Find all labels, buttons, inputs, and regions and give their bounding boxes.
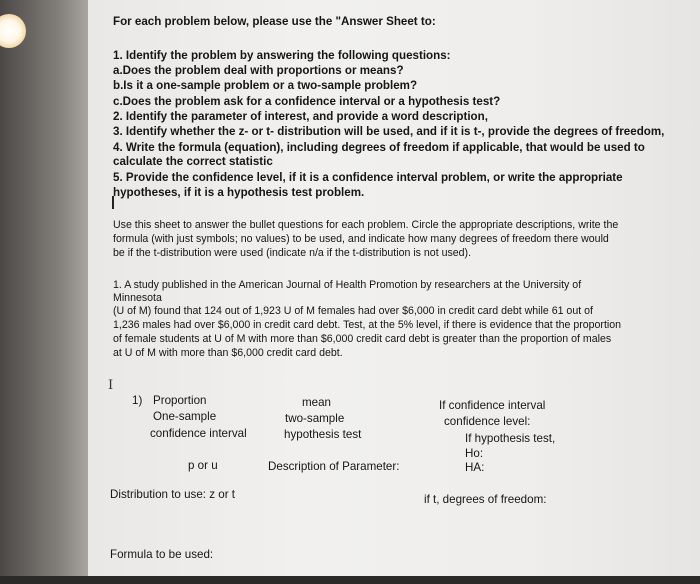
item-number: 1) (132, 394, 143, 407)
instructions-line-3: be if the t-distribution were used (indicate n/a if the t-distribution is not used). (113, 247, 472, 259)
problem-line-1: 1. A study published in the American Journal of Health Promotion by researchers at the University of (113, 279, 582, 291)
instructions-line-2: formula (with just symbols; no values) to be used, and indicate how many degrees of freedom there would (113, 233, 609, 245)
step-5: 5. Provide the confidence level, if it is a confidence interval problem, or write the appropriate (113, 171, 623, 184)
problem-line-5: of female students at U of M with more than $6,000 credit card debt is greater than the proportion of males (113, 333, 612, 345)
option-mean[interactable]: mean (302, 396, 332, 409)
if-confidence-interval-label: If confidence interval (439, 399, 546, 412)
problem-line-3: (U of M) found that 124 out of 1,923 U of M females had over $6,000 in credit card debt while 61 out of (113, 305, 593, 317)
step-4-cont: calculate the correct statistic (113, 155, 273, 168)
confidence-level-field[interactable]: confidence level: (444, 415, 531, 428)
heading: For each problem below, please use the "Answer Sheet to: (113, 15, 436, 28)
step-2: 2. Identify the parameter of interest, and provide a word description, (113, 110, 488, 123)
step-1b: b.Is it a one-sample problem or a two-sample problem? (113, 79, 418, 92)
problem-line-2: Minnesota (113, 292, 162, 304)
text-cursor (112, 196, 114, 209)
step-5-cont: hypotheses, if it is a hypothesis test problem. (113, 186, 365, 199)
instructions-line-1: Use this sheet to answer the bullet questions for each problem. Circle the appropriate descriptions, write the (113, 219, 619, 231)
option-confidence-interval[interactable]: confidence interval (150, 427, 247, 440)
alternative-hypothesis-field[interactable]: HA: (465, 461, 485, 474)
step-4: 4. Write the formula (equation), including degrees of freedom if applicable, that would be used to (113, 141, 645, 154)
option-hypothesis-test[interactable]: hypothesis test (284, 428, 362, 441)
option-two-sample[interactable]: two-sample (285, 412, 345, 425)
problem-line-4: 1,236 males had over $6,000 in credit card debt. Test, at the 5% level, if there is evidence that the proportion (113, 319, 622, 331)
distribution-field[interactable]: Distribution to use: z or t (110, 488, 236, 501)
if-hypothesis-test-label: If hypothesis test, (465, 432, 556, 445)
option-p-or-u[interactable]: p or u (188, 459, 218, 472)
step-1: 1. Identify the problem by answering the following questions: (113, 49, 451, 62)
option-one-sample[interactable]: One-sample (153, 410, 217, 423)
step-3: 3. Identify whether the z- or t- distribution will be used, and if it is t-, provide the degrees of freedom, (113, 125, 665, 138)
screen-edge (0, 0, 88, 584)
null-hypothesis-field[interactable]: Ho: (465, 447, 484, 460)
step-1a: a.Does the problem deal with proportions or means? (113, 64, 404, 77)
step-1c: c.Does the problem ask for a confidence interval or a hypothesis test? (113, 95, 501, 108)
bottom-bezel (0, 576, 700, 584)
formula-field[interactable]: Formula to be used: (110, 548, 214, 561)
text-cursor-icon: I (108, 378, 114, 393)
option-proportion[interactable]: Proportion (153, 394, 207, 407)
problem-line-6: at U of M with more than $6,000 credit card debt. (113, 347, 343, 359)
worksheet-page (88, 0, 700, 576)
degrees-of-freedom-field[interactable]: if t, degrees of freedom: (424, 493, 547, 506)
parameter-description-field[interactable]: Description of Parameter: (268, 460, 400, 473)
